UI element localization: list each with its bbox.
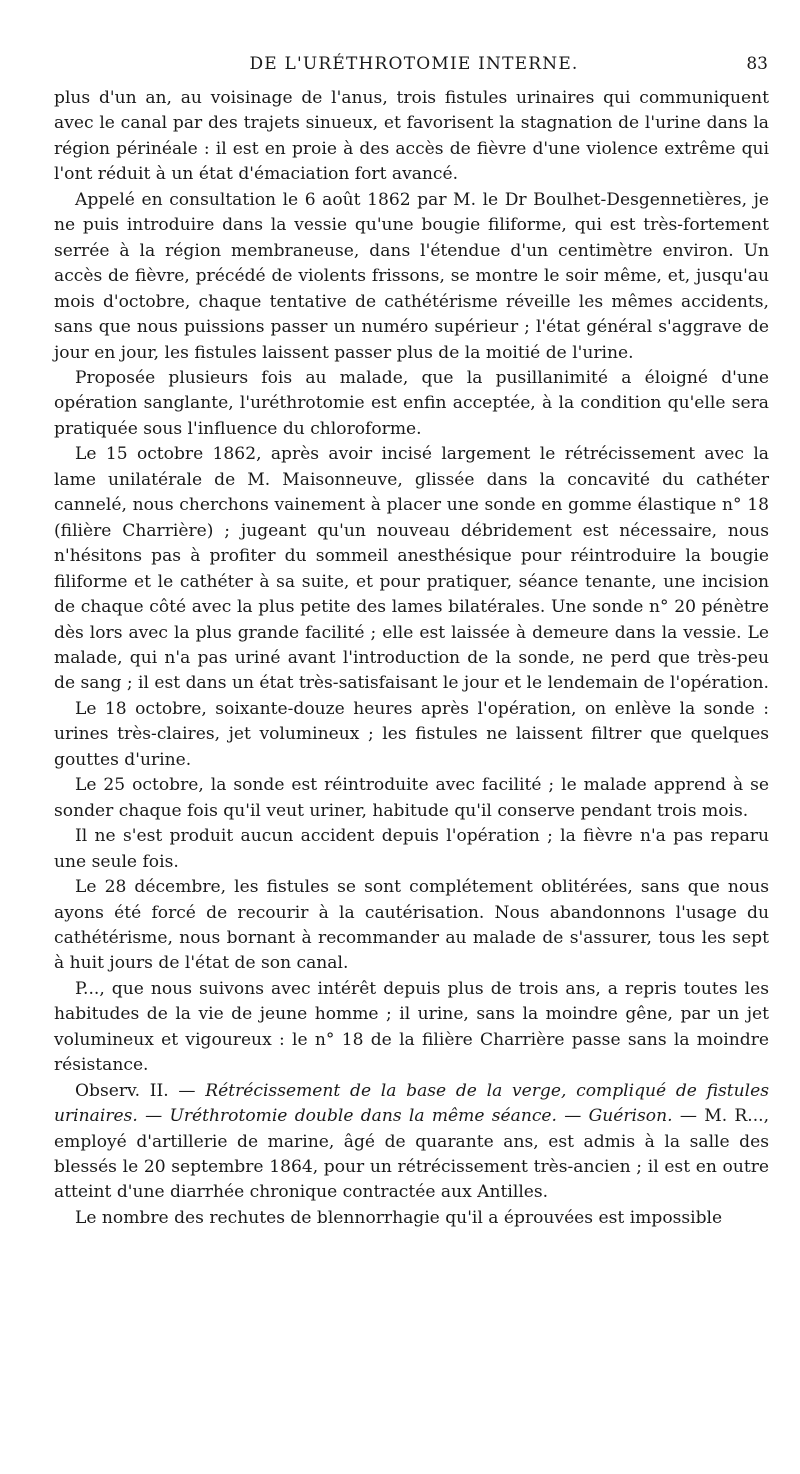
page-number: 83 [746, 54, 768, 74]
running-title: DE L'URÉTHROTOMIE INTERNE. [249, 54, 579, 74]
paragraph: Le 18 octobre, soixante-douze heures après l'opération, on enlève la sonde : urines très-claires, jet volumineux ; les fistules ne laissent filtrer que quelques gouttes d'urine. [54, 698, 769, 770]
paragraph: Appelé en consultation le 6 août 1862 par M. le Dr Boulhet-Desgennetières, je ne puis introduire dans la vessie qu'une bougie filiforme, qui est très-fortement serrée à la région membraneuse, dans l'étendue d'un centimètre environ. Un accès de fièvre, précédé de violents frissons, se montre le soir même, et, jusqu'au mois d'octobre, chaque tentative de cathétérisme réveille les mêmes accidents, sans que nous puissions passer un numéro supérieur ; l'état général s'aggrave de jour en jour, les fistules laissent passer plus de la moitié de l'urine. [54, 189, 769, 363]
paragraph: Le nombre des rechutes de blennorrhagie qu'il a éprouvées est impossible [75, 1207, 723, 1228]
paragraph: P..., que nous suivons avec intérêt depuis plus de trois ans, a repris toutes les habitudes de la vie de jeune homme ; il urine, sans la moindre gêne, par un jet volumineux et vigoureux : le n° 18 de la filière Charrière passe sans la moindre résistance. [54, 978, 769, 1076]
paragraph: Le 15 octobre 1862, après avoir incisé largement le rétrécissement avec la lame unilatérale de M. Maisonneuve, glissée dans la concavité du cathéter cannelé, nous cherchons vainement à placer une sonde en gomme élastique n° 18 (filière Charrière) ; jugeant qu'un nouveau débridement est nécessaire, nous n'hésitons pas à profiter du sommeil anesthésique pour réintroduire la bougie filiforme et le cathéter à sa suite, et pour pratiquer, séance tenante, une incision de chaque côté avec la plus petite des lames bilatérales. Une sonde n° 20 pénètre dès lors avec la plus grande facilité ; elle est laissée à demeure dans la vessie. Le malade, qui n'a pas uriné avant l'introduction de la sonde, ne perd que très-peu de sang ; il est dans un état très-satisfaisant le jour et le lendemain de l'opération. [54, 444, 769, 694]
paragraph: plus d'un an, au voisinage de l'anus, trois fistules urinaires qui communiquent avec le canal par des trajets sinueux, et favorisent la stagnation de l'urine dans la région périnéale : il est en proie à des accès de fièvre d'une violence extrême qui l'ont réduit à un état d'émaciation fort avancé. [54, 88, 769, 185]
observation-text: — M. R..., employé d'artillerie de marine, âgé de quarante ans, est admis à la salle des blessés le 20 septembre 1864, pour un rétrécissement très-ancien ; il est en outre atteint d'une diarrhée chronique contractée aux Antilles. [54, 1106, 770, 1203]
paragraph: Il ne s'est produit aucun accident depuis l'opération ; la fièvre n'a pas reparu une seule fois. [54, 826, 769, 872]
body-text [54, 86, 769, 1231]
observation-paragraph [54, 1079, 769, 1206]
paragraph: Le 25 octobre, la sonde est réintroduite avec facilité ; le malade apprend à se sonder chaque fois qu'il veut uriner, habitude qu'il conserve pendant trois mois. [54, 775, 769, 821]
observation-title: Rétrécissement de la base de la verge, compliqué de fistules urinaires. — Uréthrotomie double dans la même séance. — Guérison. [54, 1080, 770, 1127]
page-header [60, 54, 768, 78]
observation-label: Observ. II. — [75, 1080, 196, 1101]
paragraph: Le 28 décembre, les fistules se sont complétement oblitérées, sans que nous ayons été forcé de recourir à la cautérisation. Nous abandonnons l'usage du cathétérisme, nous bornant à recommander au malade de s'assurer, tous les sept à huit jours de l'état de son canal. [54, 877, 769, 974]
paragraph: Proposée plusieurs fois au malade, que la pusillanimité a éloigné d'une opération sanglante, l'uréthrotomie est enfin acceptée, à la condition qu'elle sera pratiquée sous l'influence du chloroforme. [54, 367, 769, 439]
